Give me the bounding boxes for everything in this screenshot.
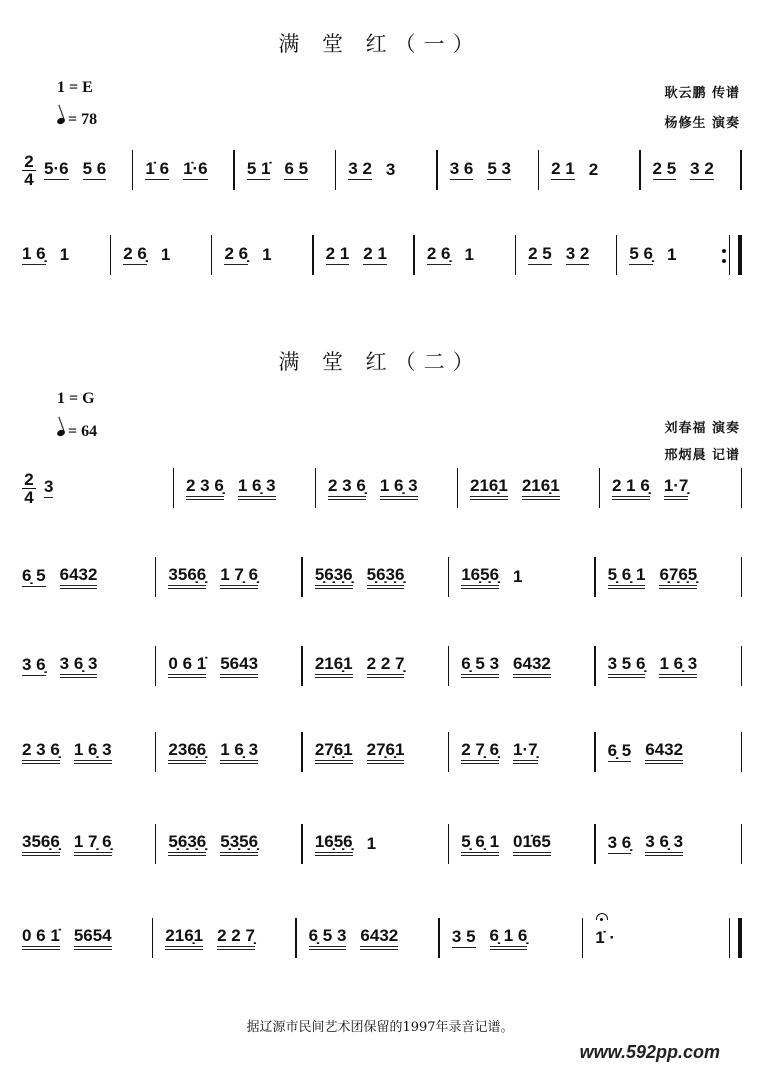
measure — [600, 466, 741, 510]
note-group: 216̣1 — [522, 477, 560, 500]
measure — [583, 916, 725, 960]
note-group: 3 6̣ — [22, 655, 46, 674]
score2-key: 1 = G — [57, 390, 95, 407]
measure — [156, 730, 301, 774]
measure — [314, 233, 414, 277]
note-group: 5̣ 6̣ 1 — [608, 566, 646, 589]
note-group: 1 — [366, 833, 377, 853]
measure — [596, 730, 741, 774]
measure — [40, 466, 173, 510]
barline — [741, 824, 743, 864]
note-group: 3 6̣ 3 — [645, 833, 683, 856]
score2-credit-performer: 刘春福 演奏 — [664, 421, 740, 436]
measure — [40, 148, 132, 192]
note-group: 2 3 6̣ — [22, 741, 60, 764]
staff-row — [18, 233, 742, 277]
staff-row — [18, 916, 742, 960]
staff-row — [18, 730, 742, 774]
time-signature — [18, 148, 40, 192]
note-group: 1·7̣ — [664, 477, 689, 500]
note-group: 356̣6̣ — [22, 833, 60, 856]
note-group: 5̣6̣3̣6̣ — [168, 833, 206, 856]
note-group: 1 6̣ — [22, 244, 46, 263]
note-group: 1 — [513, 566, 523, 586]
note-group: 1 6̣ 3 — [659, 655, 697, 678]
note-group: 216̣1 — [315, 655, 353, 678]
repeat-barline — [729, 235, 742, 275]
note-group: 1 — [262, 244, 272, 264]
note-group: 1 6̣ 3 — [238, 477, 276, 500]
note-group: 2 — [588, 159, 599, 179]
note-group: 3 6̣ — [607, 833, 632, 852]
barline — [741, 557, 743, 597]
note-group: 01̇65 — [513, 833, 551, 856]
note-group: 1 6̣ 3 — [380, 477, 418, 500]
measure — [596, 555, 741, 599]
score2-credit-transcriber: 邢炳晨 记谱 — [664, 448, 740, 463]
measure — [133, 148, 233, 192]
note-group: 2 5 — [528, 244, 552, 263]
note-group: 5654 — [74, 927, 112, 950]
measure — [18, 822, 155, 866]
note-group: 5 6 — [82, 159, 107, 178]
barline — [741, 732, 743, 772]
note-group: 6432 — [360, 927, 398, 950]
quarter-note-icon — [56, 117, 66, 125]
measure — [156, 644, 301, 688]
note-group: 1 6̣ 3 — [220, 741, 258, 764]
note-group: 6̣ 5 — [607, 741, 632, 760]
note-group: 1 — [464, 244, 474, 264]
score1-credit-transcriber: 耿云鹏 传谱 — [664, 86, 740, 101]
measure — [156, 555, 301, 599]
time-signature-top: 2 — [24, 469, 34, 489]
barline — [740, 150, 742, 190]
staff-row — [18, 555, 742, 599]
measure — [212, 233, 312, 277]
note-group: 216̣1 — [470, 477, 508, 500]
measure — [174, 466, 315, 510]
note-group: 1 7̣ 6̣ — [74, 833, 112, 856]
measure — [438, 148, 538, 192]
note-group: 3 2 — [348, 159, 372, 178]
note-group: 5 6̣ — [629, 244, 653, 263]
source-note: 据辽源市民间艺术团保留的1997年录音记谱。 — [246, 1020, 514, 1035]
note-group: 2 6̣ — [123, 244, 147, 263]
note-group: 3 2 — [565, 244, 590, 263]
note-group: 6432 — [60, 566, 98, 589]
measure — [303, 730, 448, 774]
note-group: 5̣6̣3̣6̣ — [315, 566, 353, 589]
measure — [303, 822, 448, 866]
note-group: 1̇ · — [595, 927, 616, 947]
note-group: 1·7̣ — [513, 741, 538, 764]
note-group: 6̣ 1 6̣ — [490, 927, 528, 950]
note-group: 5 1̇ — [246, 159, 271, 178]
score2-title: 满 堂 红（二） — [278, 350, 482, 374]
note-group: 3 2 — [690, 159, 714, 178]
measure — [449, 822, 594, 866]
note-group: 3 — [44, 477, 54, 496]
time-signature — [18, 466, 40, 510]
note-group: 6432 — [645, 741, 683, 764]
measure — [458, 466, 599, 510]
watermark: www.592pp.com — [579, 1042, 720, 1062]
score2-tempo — [57, 423, 97, 441]
note-group: 5̣ 6̣ 1 — [461, 833, 499, 856]
note-group: 1 7̣ 6̣ — [220, 566, 258, 589]
note-group: 236̣6̣ — [168, 741, 206, 764]
score1-key: 1 = E — [57, 79, 93, 96]
note-group: 3 6 — [449, 159, 474, 178]
note-group: 2 6̣ — [426, 244, 451, 263]
measure — [303, 555, 448, 599]
note-group: 1̇·6 — [183, 159, 208, 178]
measure — [18, 916, 152, 960]
measure — [235, 148, 335, 192]
note-group: 2 1 — [551, 159, 575, 178]
note-group: 5 3 — [487, 159, 511, 178]
note-group: 2 2 7̣ — [217, 927, 255, 950]
measure — [415, 233, 515, 277]
measure — [18, 555, 155, 599]
measure — [596, 644, 741, 688]
score1-tempo-value: = 78 — [68, 111, 98, 128]
note-group: 2 1 — [363, 244, 387, 263]
staff-row — [18, 148, 742, 192]
note-group: 356̣6̣ — [168, 566, 206, 589]
score1-credit-performer: 杨修生 演奏 — [664, 116, 740, 131]
time-signature-bottom: 4 — [24, 487, 34, 507]
note-group: 0 6 1̇ — [168, 655, 206, 678]
time-signature-top: 2 — [24, 151, 34, 171]
measure — [596, 822, 741, 866]
note-group: 1̇ 6 — [145, 159, 170, 178]
note-group: 0 6 1̇ — [22, 927, 60, 950]
note-group: 2 3 6̣ — [328, 477, 366, 500]
time-signature-bottom: 4 — [24, 169, 34, 189]
measure — [316, 466, 457, 510]
note-group: 2 3 6̣ — [186, 477, 224, 500]
note-group: 2 7̣ 6̣ — [461, 741, 499, 764]
staff-row — [18, 644, 742, 688]
note-group: 6̣ 5 — [22, 566, 46, 585]
note-group: 3 6̣ 3 — [60, 655, 98, 678]
note-group: 2 5 — [652, 159, 677, 178]
note-group: 27̣6̣1 — [367, 741, 405, 764]
note-group: 2 2 7̣ — [367, 655, 405, 678]
measure — [449, 555, 594, 599]
note-group: 1 6̣ 3 — [74, 741, 112, 764]
staff-row — [18, 822, 742, 866]
barline — [741, 468, 743, 508]
final-barline — [729, 918, 742, 958]
measure — [336, 148, 436, 192]
note-group: 5·6 — [44, 159, 69, 178]
note-group: 16̣5̣6̣ — [315, 833, 353, 856]
note-group: 6432 — [513, 655, 551, 678]
note-group: 6̣ 5 3 — [461, 655, 499, 678]
note-group: 1 — [160, 244, 171, 264]
note-group: 3 5 6̣ — [608, 655, 646, 678]
note-group: 5̣6̣3̣6̣ — [367, 566, 405, 589]
note-group: 1 — [59, 244, 70, 264]
note-group: 2 1 — [325, 244, 350, 263]
quarter-note-icon — [56, 429, 66, 437]
note-group: 6 5 — [284, 159, 309, 178]
measure — [539, 148, 639, 192]
score2-tempo-value: = 64 — [68, 423, 98, 440]
measure — [153, 916, 295, 960]
note-group: 5̣3̣5̣6̣ — [220, 833, 258, 856]
note-group: 2 1 6̣ — [612, 477, 650, 500]
measure — [111, 233, 211, 277]
measure — [18, 644, 155, 688]
measure — [156, 822, 301, 866]
note-group: 16̣5̣6̣ — [461, 566, 499, 589]
measure — [18, 730, 155, 774]
measure — [516, 233, 616, 277]
note-group: 6̣ 5 3 — [309, 927, 347, 950]
measure — [440, 916, 582, 960]
note-group: 5643 — [220, 655, 258, 678]
note-group: 3 — [385, 159, 396, 179]
note-group: 1 — [666, 244, 677, 264]
measure — [18, 233, 110, 277]
note-group: 6̣7̣6̣5̣ — [659, 566, 697, 589]
note-group: 3 5 — [451, 927, 476, 946]
score1-title: 满 堂 红（一） — [278, 32, 482, 56]
note-group: 27̣6̣1 — [315, 741, 353, 764]
note-group: 216̣1 — [165, 927, 203, 950]
measure — [449, 644, 594, 688]
score1-tempo — [57, 111, 97, 129]
measure — [641, 148, 741, 192]
measure — [303, 644, 448, 688]
note-group: 2 6̣ — [224, 244, 249, 263]
barline — [741, 646, 743, 686]
measure — [617, 233, 717, 277]
measure — [449, 730, 594, 774]
measure — [297, 916, 439, 960]
staff-row — [18, 466, 742, 510]
